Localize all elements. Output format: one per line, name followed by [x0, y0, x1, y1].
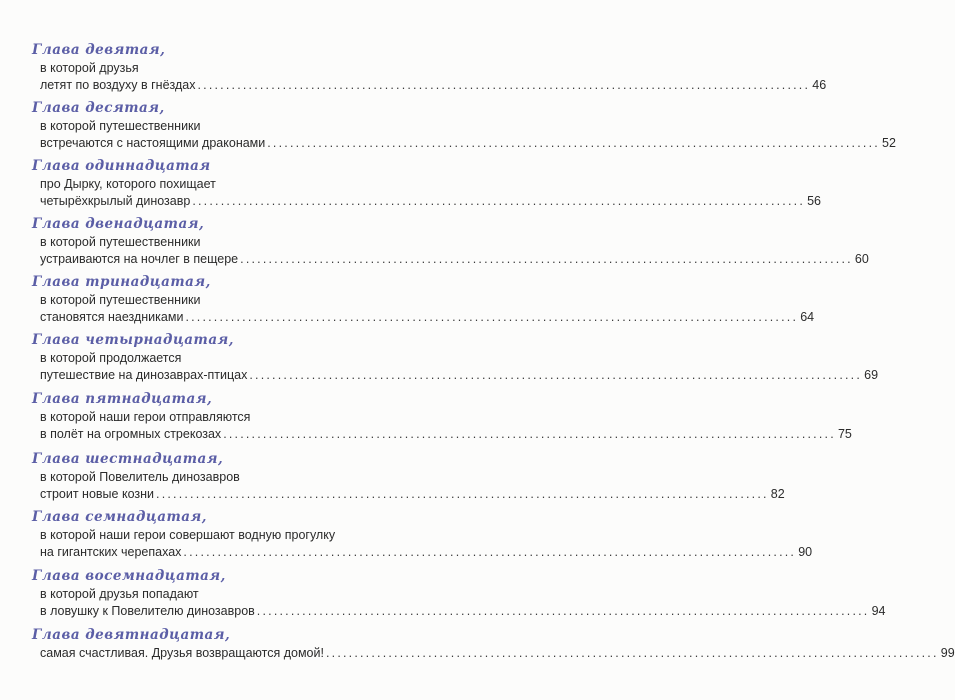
chapter-description: в которой друзья [40, 61, 139, 75]
chapter-title: Глава шестнадцатая, [32, 451, 224, 467]
toc-entry [32, 627, 955, 662]
chapter-description: про Дырку, которого похищает [40, 177, 216, 191]
page-number: 90 [798, 545, 813, 559]
chapter-description: в которой наши герои совершают водную прогулку [40, 528, 336, 542]
chapter-description: в которой Повелитель динозавров [40, 470, 240, 484]
chapter-description: в которой друзья попадают [40, 587, 199, 601]
chapter-description-last [40, 603, 886, 620]
leader-dots: ............................................................................................................ [240, 252, 853, 266]
chapter-title: Глава десятая, [32, 100, 165, 116]
leader-dots: ............................................................................................................ [156, 487, 769, 501]
page-number: 64 [800, 310, 815, 324]
chapter-title: Глава восемнадцатая, [32, 568, 226, 584]
chapter-description: самая счастливая. Друзья возвращаются домой! [40, 646, 324, 660]
chapter-description-last [40, 309, 815, 326]
toc-entry [32, 451, 785, 503]
page-number: 52 [882, 136, 896, 150]
leader-dots: ............................................................................................................ [197, 78, 811, 92]
leader-dots: ............................................................................................................ [325, 646, 939, 660]
toc-entry [32, 216, 869, 268]
chapter-title: Глава четырнадцатая, [32, 332, 235, 348]
toc-entry [32, 42, 827, 94]
chapter-title: Глава девятнадцатая, [32, 627, 231, 643]
toc-entry [32, 568, 886, 620]
toc-entry [32, 391, 852, 443]
chapter-description-last [40, 135, 896, 152]
leader-dots: ............................................................................................................ [256, 604, 870, 618]
leader-dots: ............................................................................................................ [183, 545, 797, 559]
chapter-description-last [40, 426, 852, 443]
chapter-description: летят по воздуху в гнёздах [40, 78, 196, 92]
chapter-description: в которой путешественники [40, 119, 201, 133]
chapter-description-last [40, 251, 869, 268]
chapter-title: Глава двенадцатая, [32, 216, 205, 232]
chapter-description-last [40, 367, 879, 384]
leader-dots: ............................................................................................................ [192, 194, 806, 208]
chapter-description: в которой путешественники [40, 235, 201, 249]
page-number: 94 [871, 604, 886, 618]
chapter-description: в ловушку к Повелителю динозавров [40, 604, 255, 618]
chapter-description-last [40, 486, 785, 503]
chapter-title: Глава пятнадцатая, [32, 391, 213, 407]
chapter-description-last [40, 193, 822, 210]
toc-entry [32, 274, 815, 326]
chapter-description-last [40, 77, 827, 94]
chapter-description: на гигантских черепахах [40, 545, 182, 559]
leader-dots: ............................................................................................................ [249, 368, 863, 382]
leader-dots: ............................................................................................................ [267, 136, 880, 150]
chapter-description: в которой путешественники [40, 293, 201, 307]
toc-entry [32, 332, 879, 384]
chapter-description: строит новые козни [40, 487, 155, 501]
page-number: 75 [837, 427, 852, 441]
page-number: 82 [770, 487, 785, 501]
page-number: 69 [864, 368, 879, 382]
chapter-description-last [40, 544, 813, 561]
chapter-description: четырёхкрылый динозавр [40, 194, 191, 208]
chapter-description: в которой наши герои отправляются [40, 410, 251, 424]
page-number: 56 [807, 194, 822, 208]
chapter-description: в полёт на огромных стрекозах [40, 427, 222, 441]
chapter-description: устраиваются на ночлег в пещере [40, 252, 239, 266]
page-number: 60 [854, 252, 869, 266]
chapter-description: в которой продолжается [40, 351, 182, 365]
chapter-title: Глава семнадцатая, [32, 509, 207, 525]
toc-entry [32, 158, 822, 210]
chapter-title: Глава девятая, [32, 42, 166, 58]
toc-entry [32, 509, 813, 561]
chapter-description: путешествие на динозаврах-птицах [40, 368, 248, 382]
chapter-description: встречаются с настоящими драконами [40, 136, 266, 150]
leader-dots: ............................................................................................................ [185, 310, 799, 324]
page-number: 99 [940, 646, 955, 660]
chapter-description-last [40, 645, 955, 662]
chapter-description: становятся наездниками [40, 310, 184, 324]
chapter-title: Глава тринадцатая, [32, 274, 211, 290]
toc-entry [32, 100, 896, 152]
leader-dots: ............................................................................................................ [223, 427, 836, 441]
chapter-title: Глава одиннадцатая [32, 158, 211, 174]
page-number: 46 [812, 78, 827, 92]
